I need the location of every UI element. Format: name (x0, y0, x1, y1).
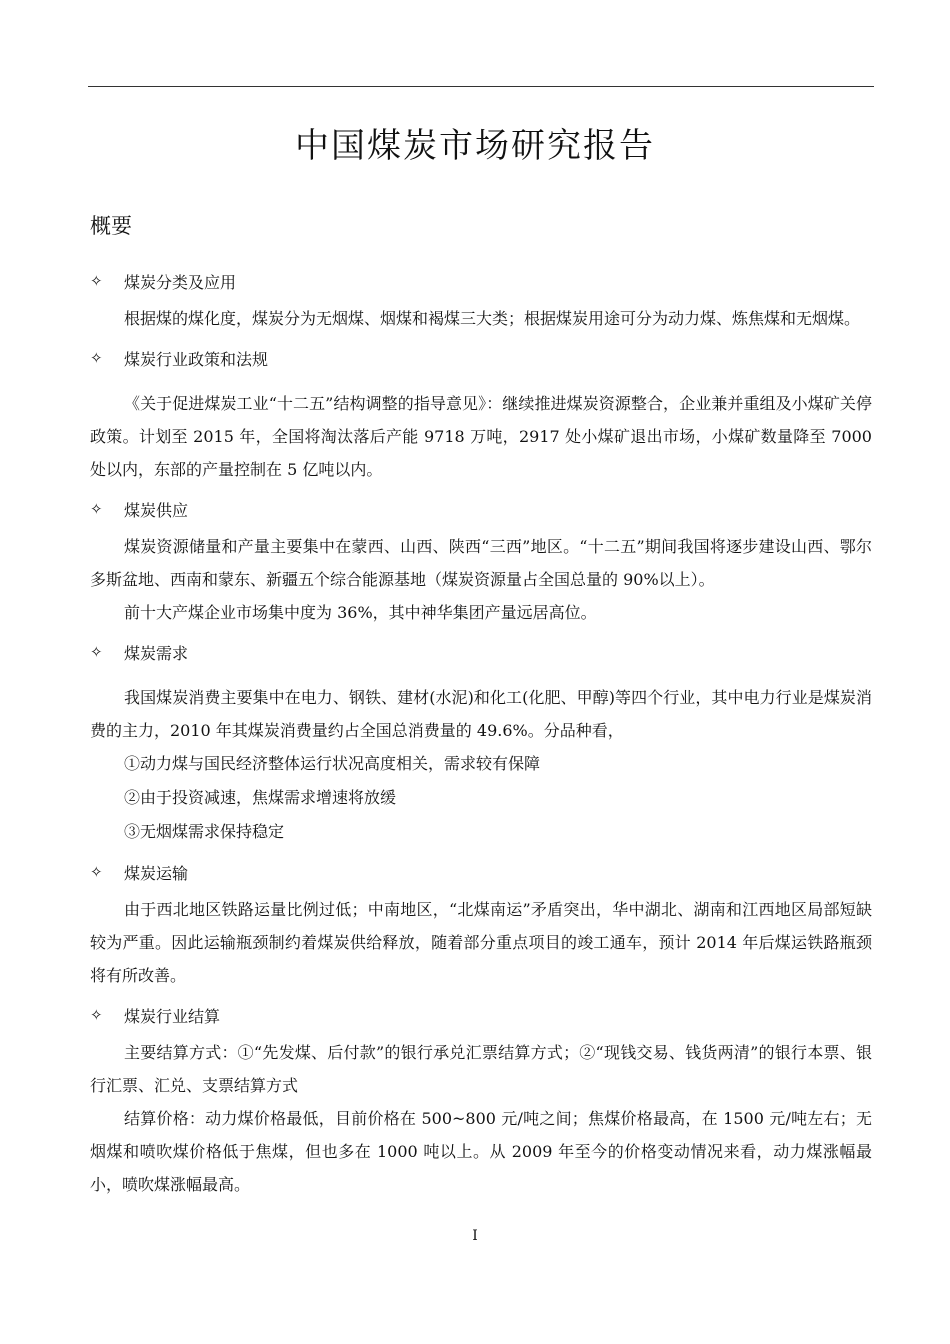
section-heading-label: 煤炭行业政策和法规 (124, 349, 269, 369)
diamond-bullet-icon: ✧ (90, 863, 103, 881)
diamond-bullet-icon: ✧ (90, 500, 103, 518)
paragraph: 煤炭资源储量和产量主要集中在蒙西、山西、陕西“三西”地区。“十二五”期间我国将逐步建设山西、鄂尔多斯盆地、西南和蒙东、新疆五个综合能源基地（煤炭资源量占全国总量的 90%以上）。 (90, 537, 872, 589)
section-heading-label: 煤炭需求 (124, 643, 189, 663)
section-heading-label: 煤炭行业结算 (124, 1006, 221, 1026)
section-heading-label: 煤炭运输 (124, 863, 189, 883)
diamond-bullet-icon: ✧ (90, 1006, 103, 1024)
document-title: 中国煤炭市场研究报告 (295, 126, 655, 166)
section-heading-classification (90, 268, 872, 294)
section-heading-policy (90, 345, 872, 371)
section-heading-transport (90, 859, 872, 885)
list-item: ①动力煤与国民经济整体运行状况高度相关，需求较有保障 (124, 754, 541, 773)
list-item: ③无烟煤需求保持稳定 (124, 822, 285, 841)
header-rule (88, 86, 874, 87)
paragraph: 结算价格：动力煤价格最低，目前价格在 500~800 元/吨之间；焦煤价格最高，在 1500 元/吨左右；无烟煤和喷吹煤价格低于焦煤，但也多在 1000 吨以上。从 2009 年至今的价格变动情况来看，动力煤涨幅最小，喷吹煤涨幅最高。 (90, 1109, 872, 1194)
paragraph: 由于西北地区铁路运量比例过低；中南地区，“北煤南运”矛盾突出，华中湖北、湖南和江西地区局部短缺较为严重。因此运输瓶颈制约着煤炭供给释放，随着部分重点项目的竣工通车，预计 2014 年后煤运铁路瓶颈将有所改善。 (90, 900, 872, 985)
page-number: I (472, 1228, 478, 1244)
section-heading-demand (90, 639, 872, 665)
paragraph: 我国煤炭消费主要集中在电力、钢铁、建材(水泥)和化工(化肥、甲醇)等四个行业，其中电力行业是煤炭消费的主力，2010 年其煤炭消费量约占全国总消费量的 49.6%。分品种看， (90, 688, 872, 740)
summary-heading: 概要 (90, 214, 132, 238)
list-item: ②由于投资减速，焦煤需求增速将放缓 (124, 788, 397, 807)
paragraph: 《关于促进煤炭工业“十二五”结构调整的指导意见》：继续推进煤炭资源整合，企业兼并重组及小煤矿关停政策。计划至 2015 年，全国将淘汰落后产能 9718 万吨，2917 处小煤矿退出市场，小煤矿数量降至 7000 处以内，东部的产量控制在 5 亿吨以内。 (90, 394, 872, 479)
document-body (90, 264, 872, 1201)
paragraph: 主要结算方式：①“先发煤、后付款”的银行承兑汇票结算方式；②“现钱交易、钱货两清”的银行本票、银行汇票、汇兑、支票结算方式 (90, 1043, 872, 1095)
section-heading-label: 煤炭供应 (124, 500, 189, 520)
section-heading-settlement (90, 1002, 872, 1028)
diamond-bullet-icon: ✧ (90, 643, 103, 661)
diamond-bullet-icon: ✧ (90, 272, 103, 290)
paragraph: 根据煤的煤化度，煤炭分为无烟煤、烟煤和褐煤三大类；根据煤炭用途可分为动力煤、炼焦煤和无烟煤。 (124, 309, 861, 328)
diamond-bullet-icon: ✧ (90, 349, 103, 367)
paragraph: 前十大产煤企业市场集中度为 36%，其中神华集团产量远居高位。 (124, 603, 597, 622)
section-heading-supply (90, 496, 872, 522)
section-heading-label: 煤炭分类及应用 (124, 272, 237, 292)
